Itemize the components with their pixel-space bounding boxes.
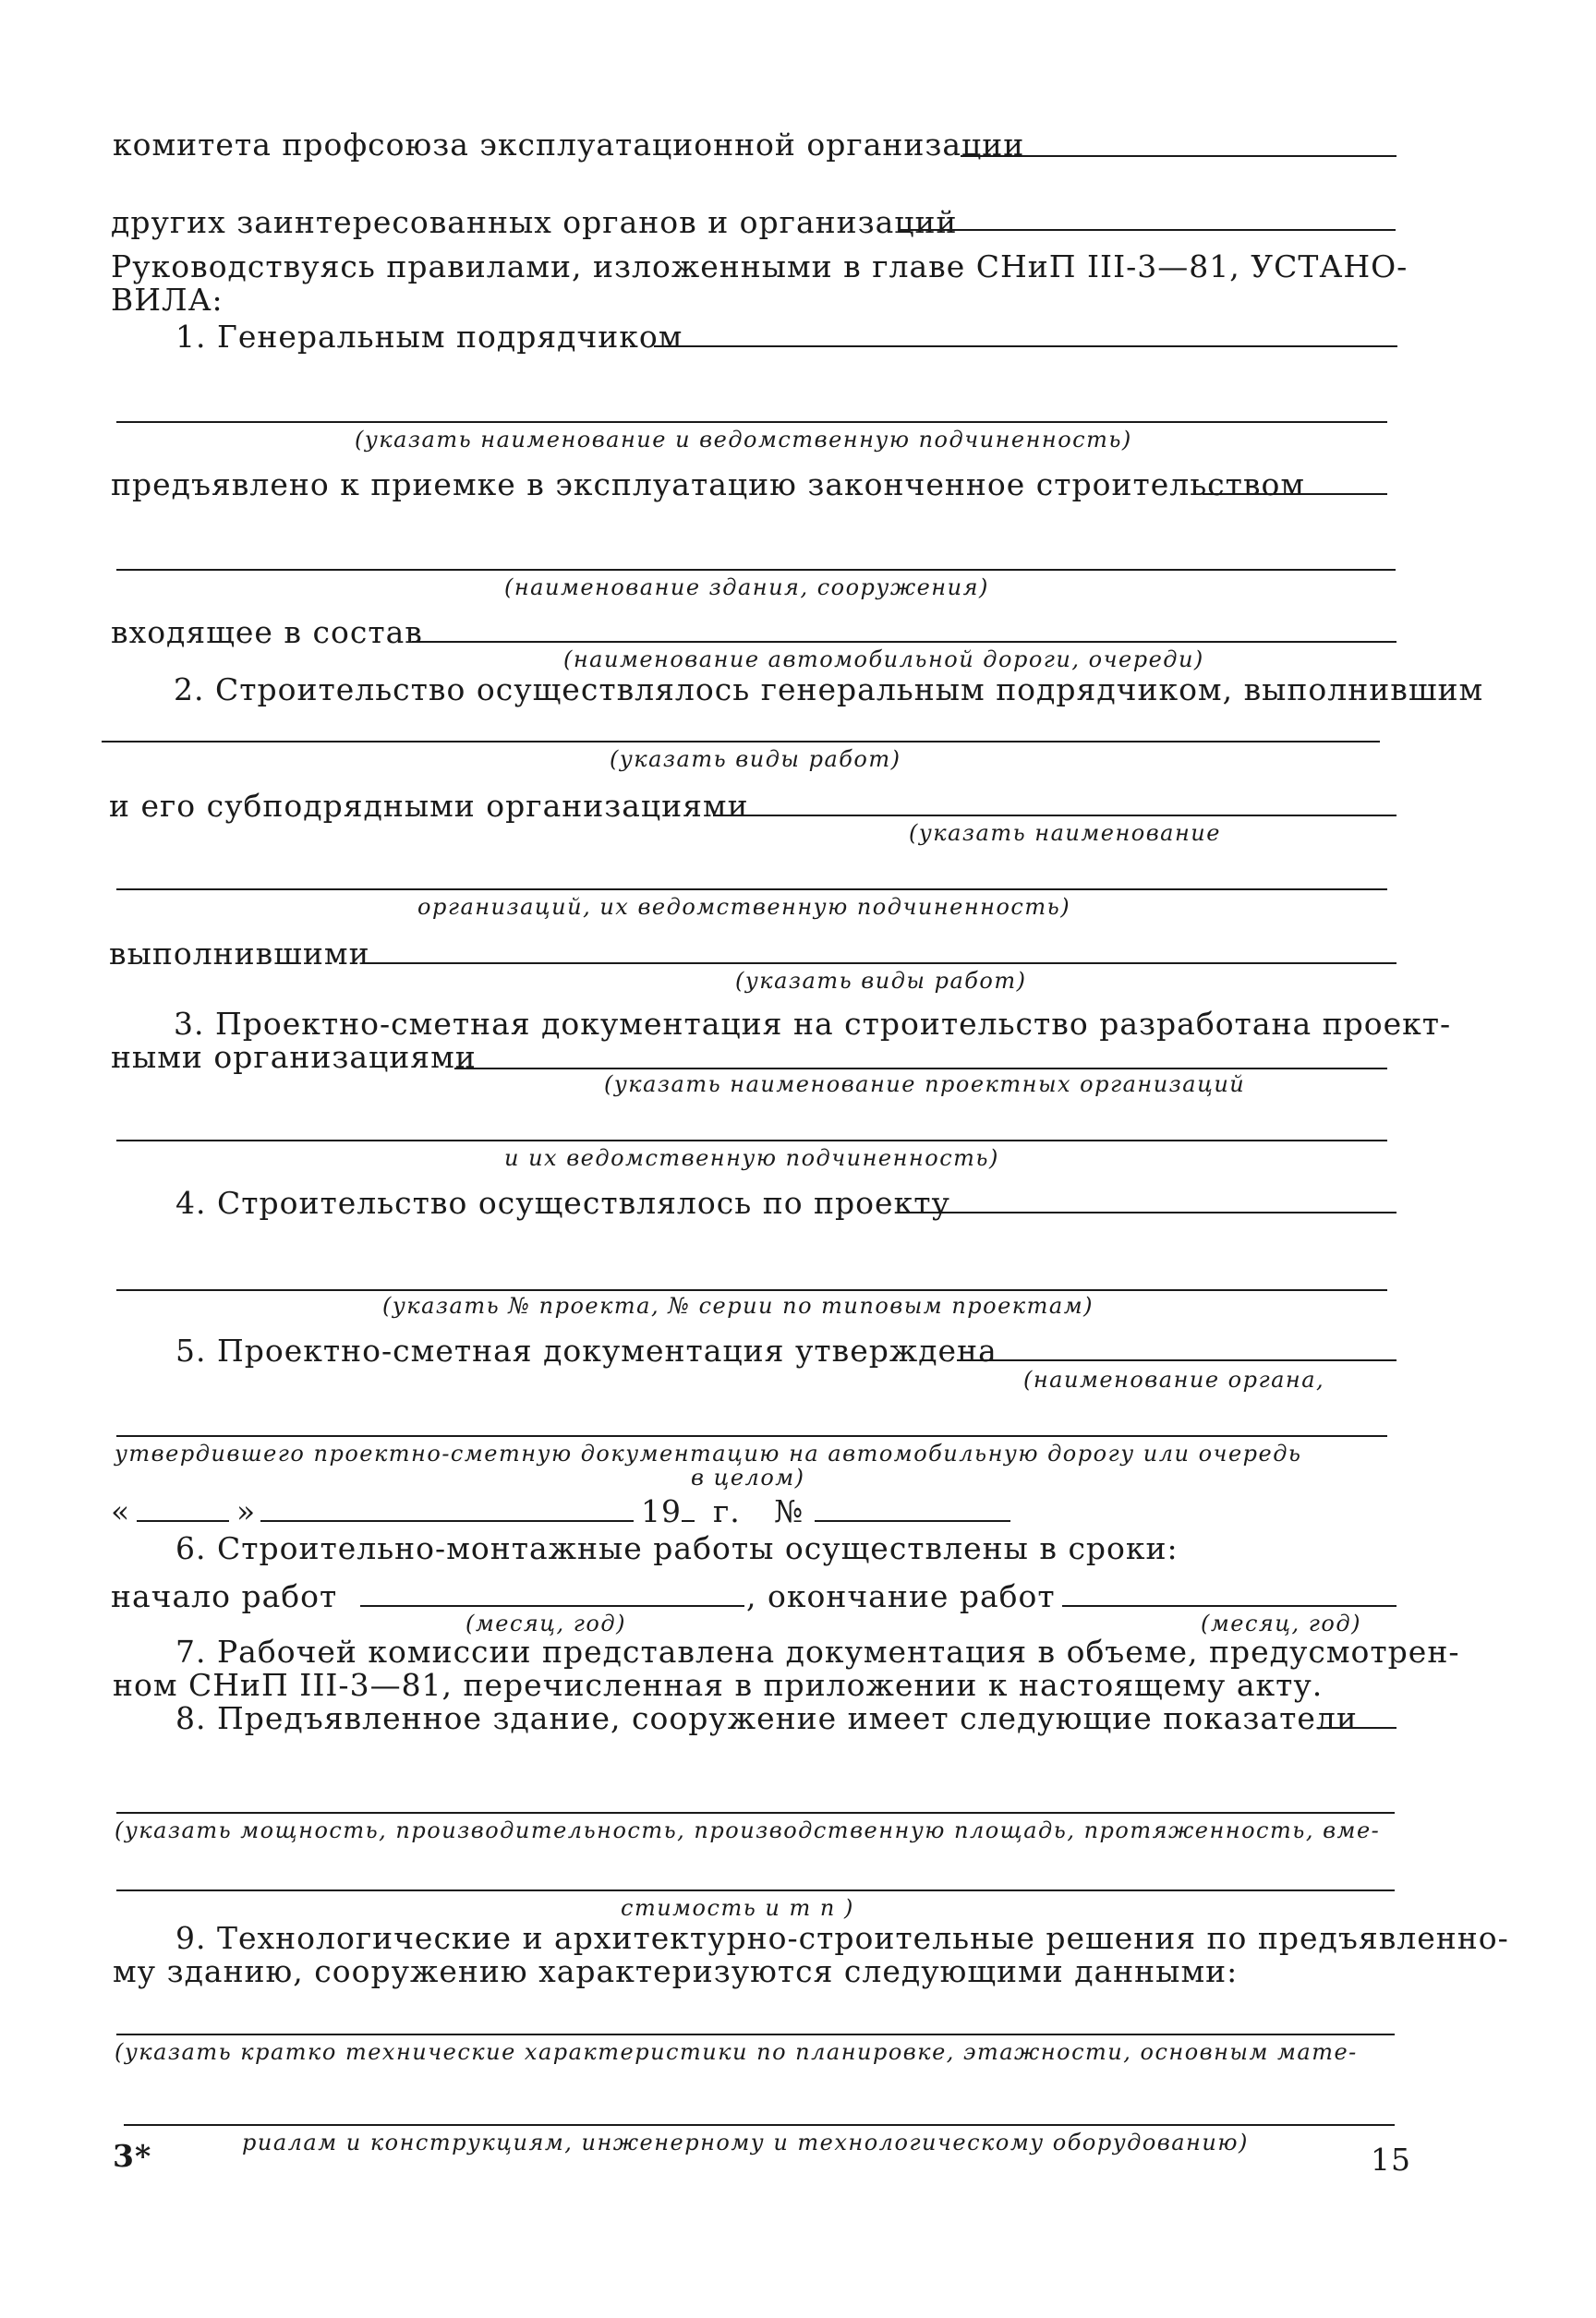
fill-line-day[interactable]: [137, 1520, 229, 1522]
item-4-project: 4. Строительство осуществлялось по проекту: [175, 1185, 950, 1221]
signature-mark: 3*: [113, 2138, 152, 2174]
item-6-timeline: 6. Строительно-монтажные работы осуществлены в сроки:: [175, 1530, 1179, 1566]
item-1-general-contractor: 1. Генеральным подрядчиком: [175, 319, 683, 355]
fill-line-project-number[interactable]: [116, 1289, 1387, 1291]
item-3-design-documentation: 3. Проектно-сметная документация на строительство разработана проект-: [174, 1006, 1452, 1042]
fill-line-work-types[interactable]: [102, 741, 1380, 742]
text-per-snip: ном СНиП III-3—81, перечисленная в приложении к настоящему акту.: [113, 1667, 1324, 1703]
fill-line-start-date[interactable]: [360, 1605, 744, 1607]
hint-work-types: (указать виды работ): [610, 746, 901, 772]
text-characterized-by: му зданию, сооружению характеризуются следующими данными:: [113, 1953, 1239, 1989]
hint-road-name: (наименование автомобильной дороги, очереди): [563, 646, 1204, 672]
fill-line-technical-data-2[interactable]: [124, 2124, 1395, 2126]
item-9-technical-solutions: 9. Технологические и архитектурно-строительные решения по предъявленно-: [175, 1920, 1509, 1956]
fill-line-subcontractor-orgs[interactable]: [116, 888, 1387, 890]
hint-subcontractor-name: (указать наименование: [909, 820, 1221, 846]
fill-line-contractor-name[interactable]: [116, 421, 1387, 423]
label-start-of-work: начало работ: [111, 1578, 338, 1614]
hint-subcontractor-subordination: организаций, их ведомственную подчиненность): [417, 894, 1071, 920]
text-part-of: входящее в состав: [111, 614, 423, 650]
label-end-of-work: , окончание работ: [746, 1578, 1056, 1614]
fill-line-trade-union[interactable]: [961, 155, 1396, 157]
fill-line-end-date[interactable]: [1062, 1605, 1396, 1607]
hint-design-org-name: (указать наименование проектных организаций: [604, 1071, 1246, 1097]
fill-line-year[interactable]: [682, 1520, 695, 1522]
fill-line-technical-data[interactable]: [116, 2034, 1395, 2035]
fill-line-number[interactable]: [815, 1520, 1010, 1522]
text-guided-by-rules: Руководствуясь правилами, изложенными в главе СНиП III-3—81, УСТАНО-: [111, 248, 1409, 284]
year-suffix: г.: [713, 1493, 741, 1529]
fill-line-part-of[interactable]: [412, 641, 1396, 643]
fill-line-building-name[interactable]: [116, 569, 1396, 571]
fill-line-general-contractor[interactable]: [654, 345, 1397, 347]
hint-start-month-year: (месяц, год): [466, 1611, 626, 1636]
date-open-quote: «: [111, 1493, 131, 1529]
hint-capacity: (указать мощность, производительность, производственную площадь, протяженность, вме-: [115, 1817, 1381, 1843]
hint-as-whole: в целом): [691, 1465, 805, 1491]
text-design-organizations: ными организациями: [111, 1039, 477, 1075]
text-other-organizations: других заинтересованных органов и организаций: [111, 204, 958, 240]
hint-technical-continued: риалам и конструкциям, инженерному и технологическому оборудованию): [242, 2130, 1249, 2155]
fill-line-other-organizations[interactable]: [901, 229, 1396, 231]
hint-project-number: (указать № проекта, № серии по типовым проектам): [382, 1293, 1094, 1319]
fill-line-subcontractors[interactable]: [713, 815, 1396, 816]
hint-capacity-continued: стимость и т п ): [621, 1895, 854, 1921]
hint-end-month-year: (месяц, год): [1201, 1611, 1361, 1636]
fill-line-approving-body-full[interactable]: [116, 1435, 1387, 1437]
hint-building-name: (наименование здания, сооружения): [504, 574, 989, 600]
text-presented-for-acceptance: предъявлено к приемке в эксплуатацию законченное строительством: [111, 466, 1306, 502]
hint-technical-characteristics: (указать кратко технические характеристики по планировке, этажности, основным мате-: [115, 2039, 1358, 2065]
fill-line-indicators[interactable]: [1317, 1727, 1396, 1729]
fill-line-capacity-2[interactable]: [116, 1889, 1395, 1891]
text-performed: выполнившими: [109, 936, 370, 972]
fill-line-construction[interactable]: [1203, 493, 1387, 495]
hint-performed-work-types: (указать виды работ): [735, 968, 1027, 994]
fill-line-capacity[interactable]: [116, 1812, 1395, 1814]
year-prefix: 19: [641, 1493, 682, 1529]
hint-design-subordination: и их ведомственную подчиненность): [504, 1145, 999, 1171]
hint-approving-body: (наименование органа,: [1023, 1367, 1325, 1393]
item-5-approval: 5. Проектно-сметная документация утверждена: [175, 1333, 998, 1369]
item-2-construction-contractor: 2. Строительство осуществлялось генеральным подрядчиком, выполнившим: [174, 671, 1484, 707]
hint-name-subordination: (указать наименование и ведомственную подчиненность): [355, 427, 1132, 453]
date-close-quote: »: [236, 1493, 257, 1529]
hint-approved-documentation: утвердившего проектно-сметную документацию на автомобильную дорогу или очередь: [115, 1441, 1302, 1467]
fill-line-month[interactable]: [260, 1520, 634, 1522]
fill-line-performed-work[interactable]: [362, 962, 1396, 964]
text-trade-union-committee: комитета профсоюза эксплуатационной организации: [113, 127, 1025, 163]
item-8-indicators: 8. Предъявленное здание, сооружение имеет следующие показатели: [175, 1700, 1358, 1736]
text-subcontractors: и его субподрядными организациями: [109, 788, 749, 824]
page-number: 15: [1371, 2142, 1411, 2178]
text-established: ВИЛА:: [111, 282, 224, 318]
fill-line-approving-body[interactable]: [957, 1359, 1396, 1361]
fill-line-design-orgs[interactable]: [454, 1068, 1387, 1069]
fill-line-design-subordination[interactable]: [116, 1140, 1387, 1141]
number-sign: №: [774, 1493, 804, 1529]
fill-line-project[interactable]: [900, 1212, 1396, 1213]
item-7-documentation: 7. Рабочей комиссии представлена документация в объеме, предусмотрен-: [175, 1634, 1460, 1670]
